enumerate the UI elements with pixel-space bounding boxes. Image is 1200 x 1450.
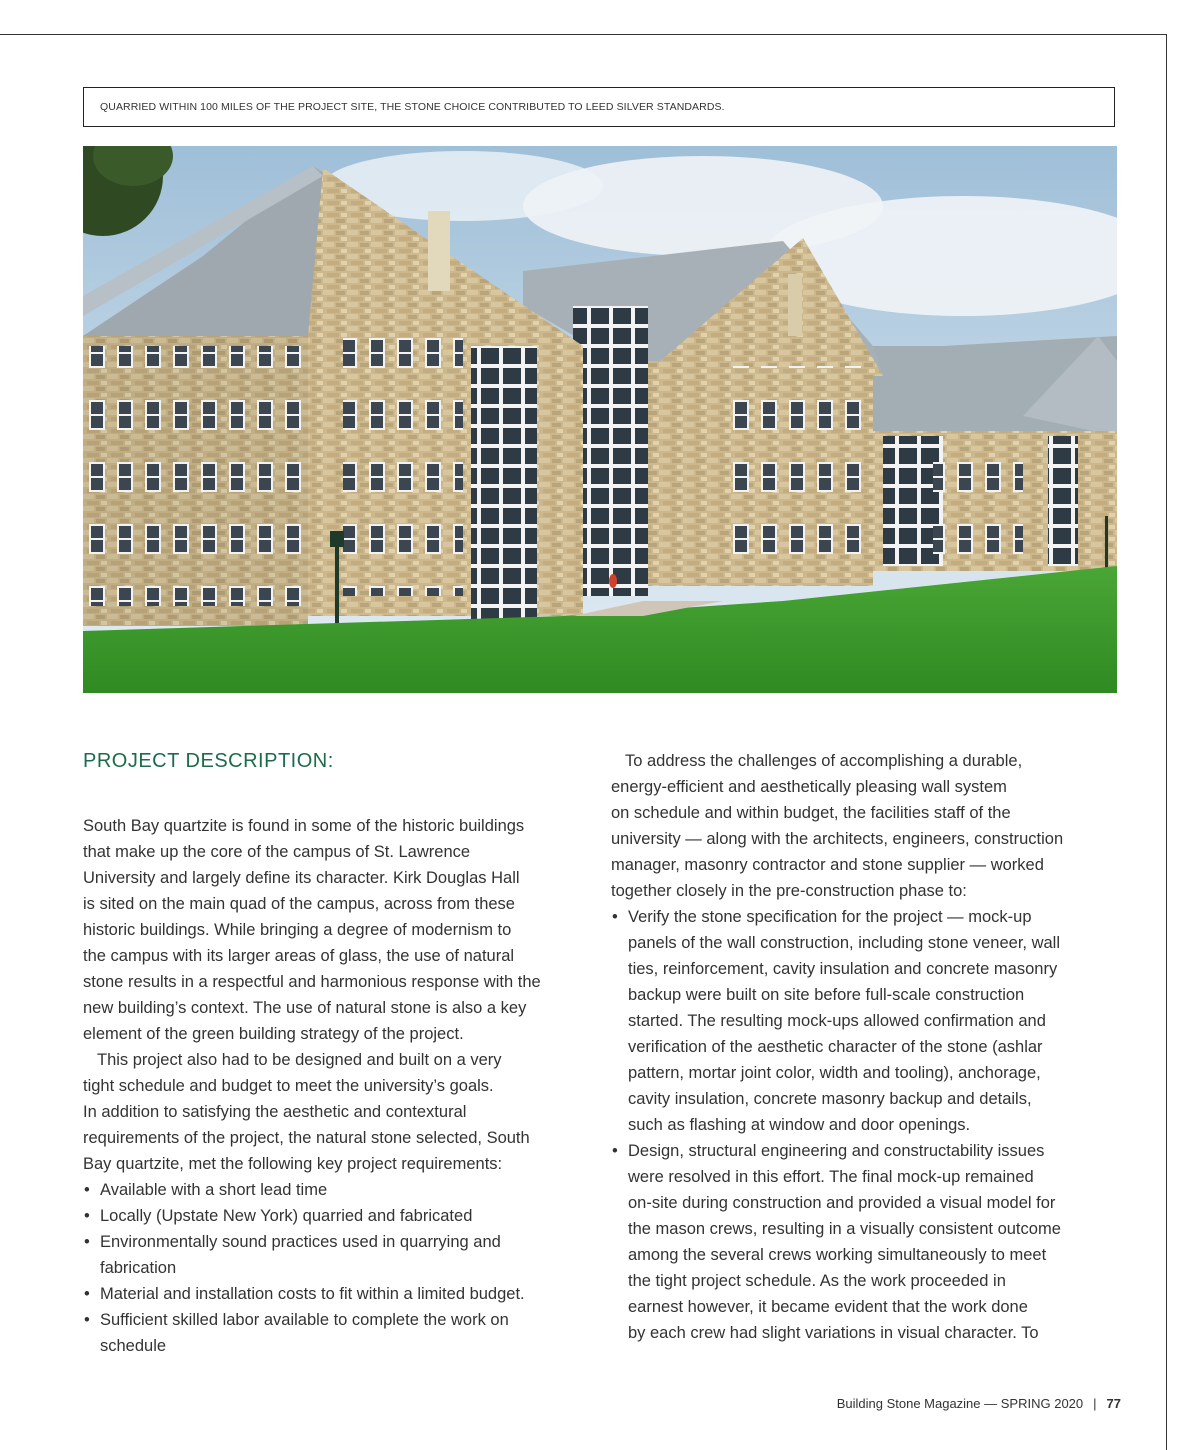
bullet-continuation: fabrication (100, 1259, 177, 1277)
body-line: that make up the core of the campus of St. Lawrence (83, 843, 471, 861)
bullet-continuation: cavity insulation, concrete masonry backup and details, (628, 1090, 1032, 1108)
photo-caption: QUARRIED WITHIN 100 MILES OF THE PROJECT SITE, THE STONE CHOICE CONTRIBUTED TO LEED SILVER STANDARDS. (100, 101, 725, 113)
bullet-continuation: were resolved in this effort. The final mock-up remained (628, 1168, 1034, 1186)
page-frame-right-rule (1166, 34, 1167, 1450)
body-line: requirements of the project, the natural stone selected, South (83, 1129, 530, 1147)
page-footer (837, 1396, 1121, 1411)
section-heading: PROJECT DESCRIPTION: (83, 750, 334, 772)
bullet-continuation: earnest however, it became evident that the work done (628, 1298, 1028, 1316)
body-line: university — along with the architects, engineers, construction (611, 830, 1064, 848)
bullet-item: • Sufficient skilled labor available to complete the work on (83, 1307, 593, 1333)
bullet-continuation: backup were built on site before full-scale construction (628, 986, 1025, 1004)
right-column (611, 748, 1121, 1346)
bullet-continuation: such as flashing at window and door openings. (628, 1116, 971, 1134)
bullet-continuation: the tight project schedule. As the work proceeded in (628, 1272, 1006, 1290)
publication-name: Building Stone Magazine — (836, 1396, 998, 1411)
body-line: energy-efficient and aesthetically pleasing wall system (611, 778, 1007, 796)
body-line: Bay quartzite, met the following key project requirements: (83, 1155, 503, 1173)
body-line: University and largely define its character. Kirk Douglas Hall (83, 869, 520, 887)
bullet-continuation: by each crew had slight variations in visual character. To (628, 1324, 1039, 1342)
bullet-item: • Material and installation costs to fit within a limited budget. (83, 1281, 593, 1307)
bullet-continuation: verification of the aesthetic character of the stone (ashlar (628, 1038, 1043, 1056)
bullet-item: • Available with a short lead time (83, 1177, 593, 1203)
bullet-item: • Locally (Upstate New York) quarried and fabricated (83, 1203, 593, 1229)
photo-caption-box (83, 87, 1115, 127)
body-line: This project also had to be designed and built on a very (97, 1051, 502, 1069)
body-line: historic buildings. While bringing a degree of modernism to (83, 921, 512, 939)
bullet-continuation: schedule (100, 1337, 167, 1355)
body-line: stone results in a respectful and harmonious response with the (83, 973, 541, 991)
body-line: manager, masonry contractor and stone supplier — worked (611, 856, 1044, 874)
page-number: 77 (1106, 1396, 1121, 1411)
body-line: South Bay quartzite is found in some of the historic buildings (83, 817, 525, 835)
bullet-continuation: among the several crews working simultaneously to meet (628, 1246, 1047, 1264)
issue-label: SPRING 2020 (1000, 1396, 1084, 1411)
bullet-continuation: on-site during construction and provided a visual model for (628, 1194, 1056, 1212)
bullet-item: • Environmentally sound practices used in quarrying and (83, 1229, 593, 1255)
body-line: element of the green building strategy of the project. (83, 1025, 464, 1043)
bullet-item: • Verify the stone specification for the project — mock-up (611, 904, 1121, 930)
page-frame-top-rule (0, 34, 1167, 35)
bullet-continuation: started. The resulting mock-ups allowed confirmation and (628, 1012, 1046, 1030)
campus-stone-building-photo (83, 146, 1117, 693)
bullet-continuation: ties, reinforcement, cavity insulation and concrete masonry (628, 960, 1058, 978)
body-line: the campus with its larger areas of glass, the use of natural (83, 947, 515, 965)
footer-separator: | (1093, 1396, 1097, 1411)
body-line: on schedule and within budget, the facilities staff of the (611, 804, 1011, 822)
body-line: In addition to satisfying the aesthetic and contextural (83, 1103, 467, 1121)
bullet-continuation: panels of the wall construction, including stone veneer, wall (628, 934, 1061, 952)
body-line: tight schedule and budget to meet the university’s goals. (83, 1077, 494, 1095)
bullet-continuation: the mason crews, resulting in a visually consistent outcome (628, 1220, 1061, 1238)
left-column (83, 748, 593, 1359)
body-line: new building’s context. The use of natural stone is also a key (83, 999, 527, 1017)
bullet-continuation: pattern, mortar joint color, width and tooling), anchorage, (628, 1064, 1041, 1082)
body-line: is sited on the main quad of the campus, across from these (83, 895, 515, 913)
bullet-item: • Design, structural engineering and constructability issues (611, 1138, 1121, 1164)
body-line: To address the challenges of accomplishing a durable, (625, 752, 1023, 770)
body-line: together closely in the pre-construction phase to: (611, 882, 967, 900)
